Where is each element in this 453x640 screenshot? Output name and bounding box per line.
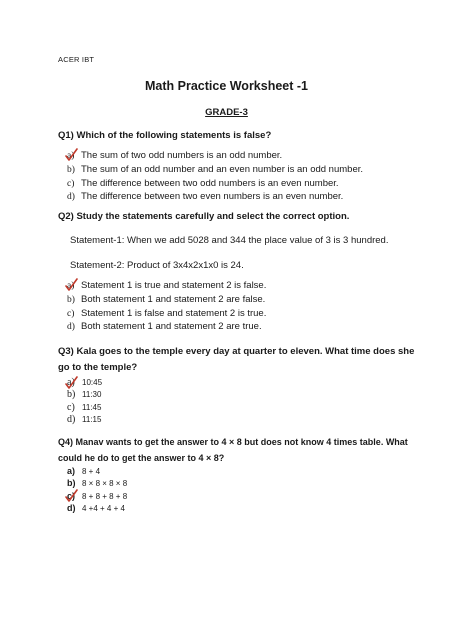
option-letter: a)	[67, 377, 75, 388]
page-title: Math Practice Worksheet -1	[144, 79, 309, 93]
option-text: Statement 1 is true and statement 2 is false.	[81, 280, 267, 291]
option-letter: c)	[67, 401, 75, 413]
tick-mark-icon	[64, 148, 80, 162]
option-text: 8 + 8 + 8 + 8	[82, 491, 128, 501]
grade-label: GRADE-3	[205, 107, 248, 118]
option-letter: b)	[67, 294, 75, 305]
question-2-option-d	[67, 320, 266, 334]
question-4-option-a	[67, 465, 127, 477]
question-1-option-a	[67, 149, 363, 163]
option-text: The difference between two odd numbers is an even number.	[81, 177, 339, 189]
option-letter: a)	[67, 151, 75, 161]
option-text: Statement 1 is false and statement 2 is true.	[81, 307, 267, 319]
option-text: 10:45	[82, 378, 103, 387]
option-letter: c)	[67, 490, 76, 501]
option-text: Both statement 1 and statement 2 are true.	[81, 321, 262, 333]
option-text: Both statement 1 and statement 2 are false.	[81, 293, 266, 305]
question-4-option-d	[67, 502, 127, 514]
question-1-option-b	[67, 163, 363, 177]
header-tag: ACER IBT	[58, 55, 95, 64]
question-3-option-a	[67, 377, 102, 389]
option-text: The difference between two even numbers is an even number.	[81, 191, 344, 203]
option-text: 11:30	[82, 390, 102, 400]
option-letter: a)	[67, 466, 76, 476]
option-text: 4 +4 + 4 + 4	[82, 503, 125, 513]
question-2-options	[67, 279, 266, 334]
question-2-statement-1: Statement-1: When we add 5028 and 344 the place value of 3 is 3 hundred.	[70, 235, 389, 246]
question-2-option-b	[67, 293, 266, 307]
question-2-statement-2: Statement-2: Product of 3x4x2x1x0 is 24.	[70, 260, 244, 271]
option-letter: b)	[67, 478, 76, 489]
option-text: 8 + 4	[82, 467, 101, 476]
option-letter: a)	[67, 281, 75, 291]
question-4-options	[67, 465, 127, 514]
option-text: 11:15	[82, 414, 102, 424]
question-4-prompt: Q4) Manav wants to get the answer to 4 × 8 but does not know 4 times table. What could he do to get the answer to 4 × 8?	[58, 437, 408, 463]
option-letter: b)	[67, 164, 75, 175]
option-text: The sum of two odd numbers is an odd number.	[81, 150, 283, 161]
question-3-options	[67, 377, 102, 426]
question-3-option-c	[67, 402, 102, 414]
question-1-option-c	[67, 177, 363, 191]
option-letter: d)	[67, 192, 75, 203]
option-letter: d)	[67, 413, 76, 425]
option-letter: d)	[67, 502, 76, 513]
question-4-option-c	[67, 490, 127, 502]
option-text: The sum of an odd number and an even number is an odd number.	[81, 163, 364, 175]
question-3-option-d	[67, 414, 102, 426]
question-2-option-a	[67, 279, 266, 293]
question-2-prompt: Q2) Study the statements carefully and select the correct option.	[58, 211, 350, 222]
option-letter: c)	[67, 308, 75, 319]
option-text: 8 × 8 × 8 × 8	[82, 479, 128, 489]
question-1-options	[67, 149, 363, 204]
question-1-prompt: Q1) Which of the following statements is false?	[58, 130, 272, 141]
option-letter: c)	[67, 178, 75, 189]
tick-mark-icon	[64, 278, 80, 292]
tick-mark-icon	[64, 376, 80, 390]
question-3-option-b	[67, 389, 102, 401]
option-text: 11:45	[82, 402, 102, 412]
question-2-option-c	[67, 307, 266, 321]
tick-mark-icon	[64, 489, 80, 503]
question-1-option-d	[67, 190, 363, 204]
option-letter: b)	[67, 389, 76, 401]
option-letter: d)	[67, 322, 75, 333]
question-3-prompt: Q3) Kala goes to the temple every day at quarter to eleven. What time does she go to the temple?	[58, 346, 415, 373]
